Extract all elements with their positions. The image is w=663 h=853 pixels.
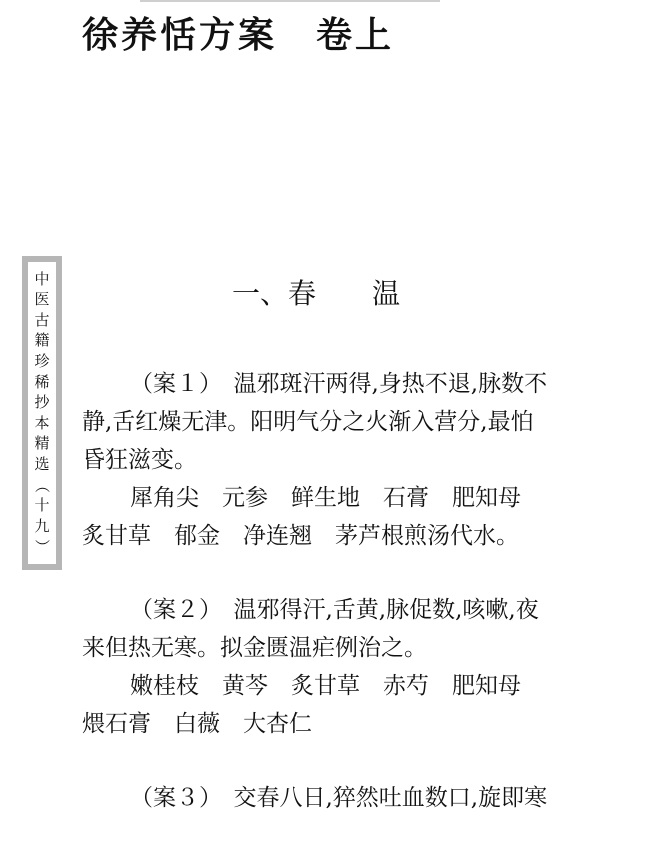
case-text-line: （案１） 温邪斑汗两得,身热不退,脉数不 (130, 371, 548, 397)
series-label-char: 选 (34, 454, 50, 473)
series-label-char: 十 (34, 496, 50, 515)
case-text-line: （案３） 交春八日,猝然吐血数口,旋即寒 (130, 785, 548, 811)
case-content (82, 365, 582, 853)
prescription-line: 犀角尖 元参 鲜生地 石膏 肥知母 (130, 485, 521, 511)
header-rule (140, 0, 440, 2)
series-label-char: 中 (34, 269, 50, 288)
series-label-char: 珍 (34, 351, 50, 370)
case-block (82, 591, 582, 743)
series-label-char: 籍 (34, 331, 50, 350)
chapter-heading: 一、春 温 (232, 277, 401, 310)
series-label-char: 古 (34, 310, 50, 329)
series-label-char: （ (33, 477, 52, 493)
series-label-char: 抄 (34, 393, 50, 412)
series-label-char: 九 (34, 516, 50, 535)
series-label-char: 本 (34, 413, 50, 432)
series-label-char: 精 (34, 434, 50, 453)
case-text-line: 昏狂滋变。 (82, 447, 197, 473)
series-label (28, 262, 56, 564)
series-label-char: ） (33, 539, 52, 555)
prescription-line: 炙甘草 郁金 净连翘 茅芦根煎汤代水。 (82, 523, 519, 549)
prescription-line: 煨石膏 白薇 大杏仁 (82, 711, 312, 737)
series-label-char: 稀 (34, 372, 50, 391)
series-label-frame (22, 256, 62, 570)
case-text-line: 静,舌红燥无津。阳明气分之火渐入营分,最怕 (82, 409, 534, 435)
case-block (82, 779, 582, 817)
case-text-line: 来但热无寒。拟金匮温疟例治之。 (82, 635, 427, 661)
book-title: 徐养恬方案 卷上 (82, 15, 395, 56)
case-block (82, 365, 582, 555)
prescription-line: 嫩桂枝 黄芩 炙甘草 赤芍 肥知母 (130, 673, 521, 699)
series-label-char: 医 (34, 290, 50, 309)
case-text-line: （案２） 温邪得汗,舌黄,脉促数,咳嗽,夜 (130, 597, 539, 623)
